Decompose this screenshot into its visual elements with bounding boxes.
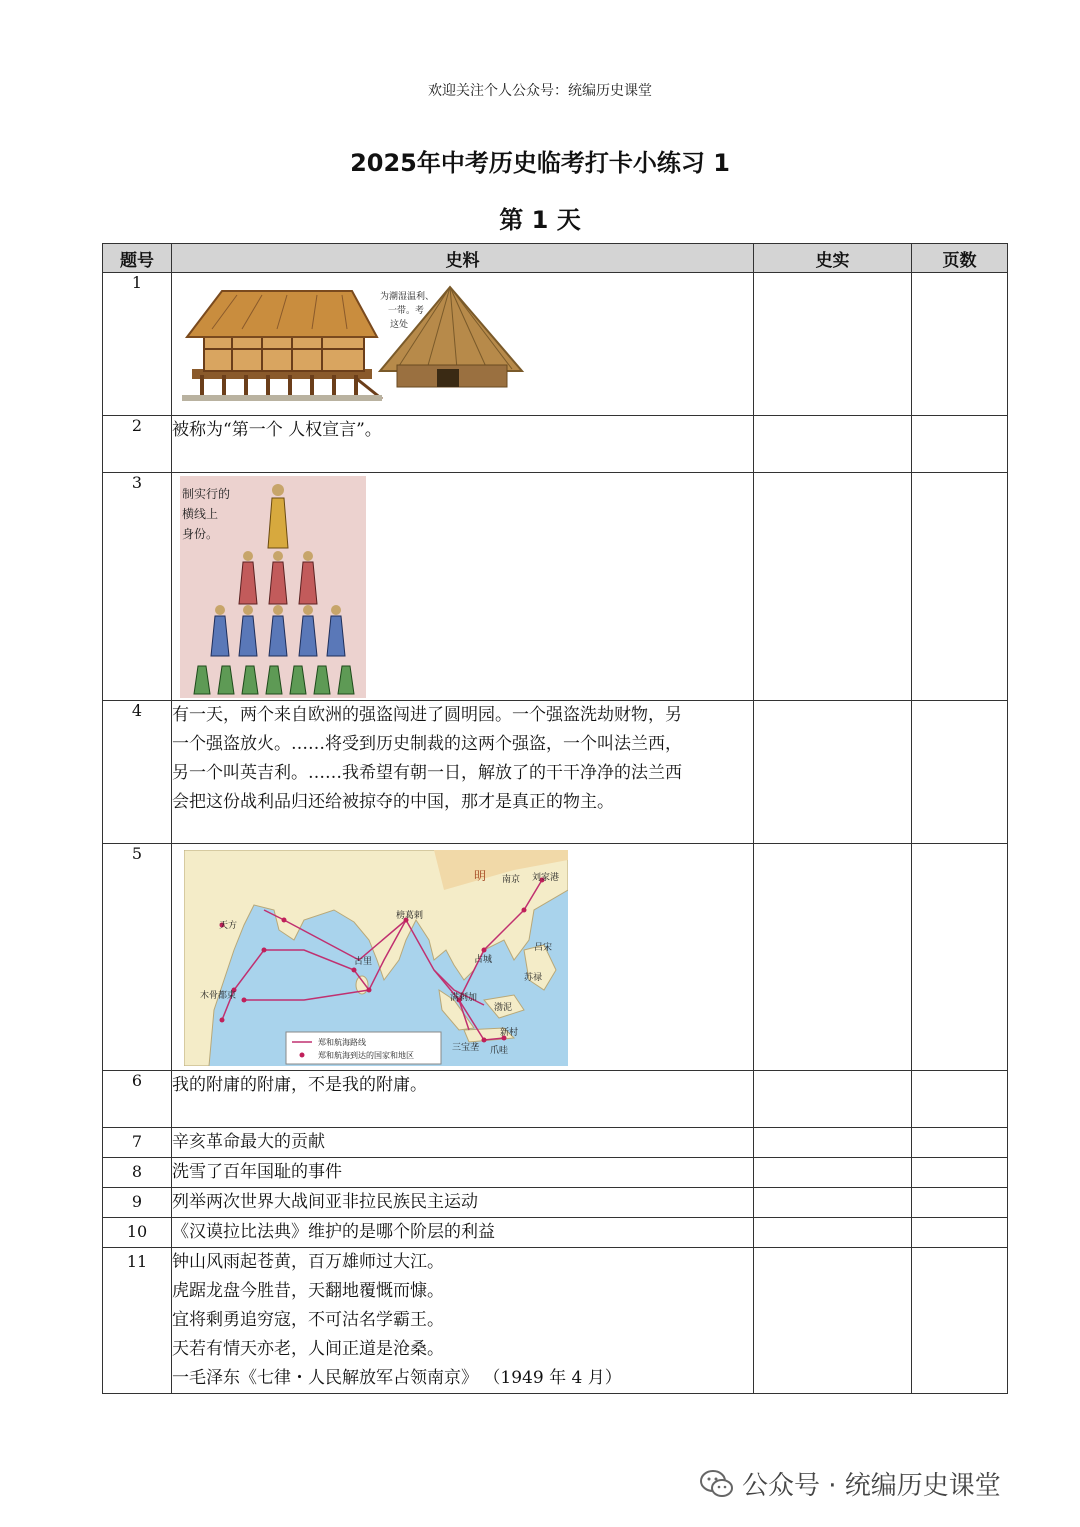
row-number: 4 <box>103 701 172 844</box>
source-cell: 《汉谟拉比法典》维护的是哪个阶层的利益 <box>172 1218 754 1248</box>
page-cell[interactable] <box>912 1128 1008 1158</box>
map-label-zhancheng: 占城 <box>474 954 493 964</box>
feudal-hierarchy-image <box>180 476 366 698</box>
source-line: 一个强盗放火。……将受到历史制裁的这两个强盗，一个叫法兰西， <box>172 734 682 754</box>
row-number: 11 <box>103 1248 172 1394</box>
table-header <box>103 244 1008 273</box>
fact-cell[interactable] <box>754 1248 912 1394</box>
source-cell <box>172 701 754 844</box>
map-label-xincun: 新村 <box>500 1027 519 1037</box>
row-number: 9 <box>103 1188 172 1218</box>
source-cell: 我的附庸的附庸，不是我的附庸。 <box>172 1071 754 1128</box>
fact-cell[interactable] <box>754 1218 912 1248</box>
image3-caption-2: 横线上 <box>182 507 219 521</box>
fact-cell[interactable] <box>754 1128 912 1158</box>
page-cell[interactable] <box>912 1158 1008 1188</box>
col-header-page: 页数 <box>912 244 1008 273</box>
page-cell[interactable] <box>912 416 1008 473</box>
source-cell <box>172 273 754 416</box>
image1-caption-2: 一带。考 <box>388 306 425 316</box>
row-number: 2 <box>103 416 172 473</box>
row-number: 6 <box>103 1071 172 1128</box>
image1-caption-1: 为潮湿温利、 <box>380 292 435 302</box>
image3-caption-1: 制实行的 <box>182 487 231 501</box>
table-row <box>103 1188 1008 1218</box>
page-cell[interactable] <box>912 1218 1008 1248</box>
table-row <box>103 701 1008 844</box>
map-label-liujiagang: 刘家港 <box>532 872 560 882</box>
fact-cell[interactable] <box>754 1158 912 1188</box>
fact-cell[interactable] <box>754 701 912 844</box>
map-label-tianfang: 天方 <box>219 920 238 930</box>
fact-cell[interactable] <box>754 473 912 701</box>
fact-cell[interactable] <box>754 273 912 416</box>
source-line: 另一个叫英吉利。……我希望有朝一日，解放了的干干净净的法兰西 <box>172 763 682 783</box>
fact-cell[interactable] <box>754 844 912 1071</box>
map-label-zhaowa: 爪哇 <box>490 1045 509 1055</box>
map-legend-route: 郑和航海路线 <box>318 1038 366 1047</box>
map-label-boni: 渤泥 <box>494 1002 513 1012</box>
zheng-he-voyage-map <box>184 850 568 1066</box>
table-row <box>103 1128 1008 1158</box>
table-row <box>103 473 1008 701</box>
exercise-table <box>102 243 1008 1394</box>
wechat-footer <box>700 1465 1001 1502</box>
table-row <box>103 1218 1008 1248</box>
col-header-fact: 史实 <box>754 244 912 273</box>
poem-attribution: 一毛泽东《七律・人民解放军占领南京》 （1949 年 4 月） <box>172 1368 622 1388</box>
fact-cell[interactable] <box>754 1188 912 1218</box>
table-row <box>103 1248 1008 1394</box>
row-number: 5 <box>103 844 172 1071</box>
image1-caption-3: 这处 <box>390 320 409 330</box>
map-label-manlajia: 满剌加 <box>450 992 478 1002</box>
map-label-sanbaolong: 三宝垄 <box>452 1042 480 1052</box>
page-cell[interactable] <box>912 1248 1008 1394</box>
table-row <box>103 1158 1008 1188</box>
source-cell <box>172 844 754 1071</box>
map-label-lvsong: 吕宋 <box>534 942 553 952</box>
map-label-guli: 古里 <box>354 956 373 966</box>
table-row <box>103 844 1008 1071</box>
col-header-number: 题号 <box>103 244 172 273</box>
stilt-house-and-hut-image <box>182 279 527 401</box>
row-number: 7 <box>103 1128 172 1158</box>
page-cell[interactable] <box>912 844 1008 1071</box>
map-label-banggela: 榜葛剌 <box>396 910 424 920</box>
poem-line: 宜将剩勇追穷寇，不可沽名学霸王。 <box>172 1310 444 1330</box>
poem-line: 钟山风雨起苍黄，百万雄师过大江。 <box>172 1252 444 1272</box>
map-label-nanjing: 南京 <box>502 874 521 884</box>
map-label-sulu: 苏禄 <box>524 972 543 982</box>
image3-caption-3: 身份。 <box>182 527 219 541</box>
page-cell[interactable] <box>912 1071 1008 1128</box>
col-header-source: 史料 <box>172 244 754 273</box>
row-number: 10 <box>103 1218 172 1248</box>
source-cell: 列举两次世界大战间亚非拉民族民主运动 <box>172 1188 754 1218</box>
map-label-mugudushu: 木骨都束 <box>200 990 237 1000</box>
row-number: 3 <box>103 473 172 701</box>
source-cell: 被称为“第一个 人权宣言”。 <box>172 416 754 473</box>
source-line: 有一天，两个来自欧洲的强盗闯进了圆明园。一个强盗洗劫财物，另 <box>172 705 682 725</box>
page-cell[interactable] <box>912 273 1008 416</box>
footer-label: 公众号 · 统编历史课堂 <box>742 1471 1001 1501</box>
row-number: 1 <box>103 273 172 416</box>
table-row <box>103 416 1008 473</box>
page-cell[interactable] <box>912 1188 1008 1218</box>
page-cell[interactable] <box>912 473 1008 701</box>
row-number: 8 <box>103 1158 172 1188</box>
source-cell <box>172 1248 754 1394</box>
map-label-ming: 明 <box>474 869 487 883</box>
table-row <box>103 273 1008 416</box>
source-cell: 洗雪了百年国耻的事件 <box>172 1158 754 1188</box>
wechat-icon <box>700 1469 734 1499</box>
table-row <box>103 1071 1008 1128</box>
day-heading: 第 1 天 <box>499 206 581 234</box>
source-cell <box>172 473 754 701</box>
source-line: 会把这份战利品归还给被掠夺的中国，那才是真正的物主。 <box>172 792 614 812</box>
header-note: 欢迎关注个人公众号：统编历史课堂 <box>428 83 652 99</box>
document-title: 2025年中考历史临考打卡小练习 1 <box>350 149 730 177</box>
map-legend-places: 郑和航海到达的国家和地区 <box>318 1051 414 1060</box>
fact-cell[interactable] <box>754 416 912 473</box>
page-cell[interactable] <box>912 701 1008 844</box>
source-cell: 辛亥革命最大的贡献 <box>172 1128 754 1158</box>
fact-cell[interactable] <box>754 1071 912 1128</box>
poem-line: 天若有情天亦老，人间正道是沧桑。 <box>172 1339 444 1359</box>
poem-line: 虎踞龙盘今胜昔，天翻地覆慨而慷。 <box>172 1281 444 1301</box>
